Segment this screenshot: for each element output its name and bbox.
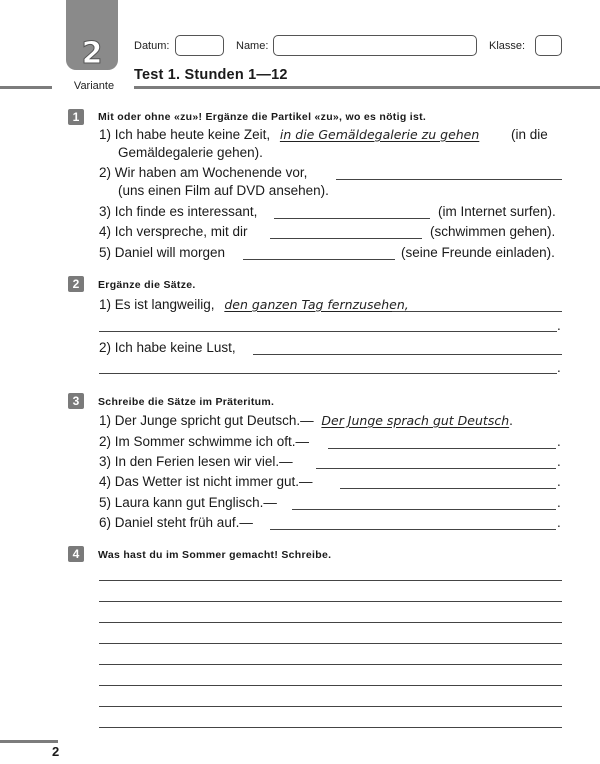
task-3-instruction: Schreibe die Sätze im Präteritum. bbox=[98, 396, 275, 408]
task-2-item-2-blank[interactable] bbox=[253, 354, 562, 355]
task-3-item-3-period: . bbox=[557, 454, 561, 469]
task-1-item-4: 4) Ich verspreche, mit dir bbox=[99, 224, 248, 239]
writing-line[interactable] bbox=[99, 643, 562, 644]
task-2-item-2-blank-2[interactable] bbox=[99, 373, 557, 374]
task-3-item-6-period: . bbox=[557, 515, 561, 530]
datum-label: Datum: bbox=[134, 40, 170, 52]
page-number: 2 bbox=[52, 744, 60, 759]
task-1-item-1: 1) Ich habe heute keine Zeit, in die Gemäldegalerie zu gehen bbox=[99, 127, 480, 142]
task-1-item-3-hint: (im Internet surfen). bbox=[438, 204, 556, 219]
task-2-item-1: 1) Es ist langweilig, den ganzen Tag fernzusehen, bbox=[99, 297, 409, 312]
task-1-instruction: Mit oder ohne «zu»! Ergänze die Partikel «zu», wo es nötig ist. bbox=[98, 111, 427, 123]
task-2-item-2: 2) Ich habe keine Lust, bbox=[99, 340, 236, 355]
task-4-instruction: Was hast du im Sommer gemacht! Schreibe. bbox=[98, 549, 332, 561]
task-3-item-1: 1) Der Junge spricht gut Deutsch.— Der Junge sprach gut Deutsch. bbox=[99, 413, 513, 428]
task-1-item-1-hint: (in die bbox=[511, 127, 548, 142]
task-3-item-4-blank[interactable] bbox=[340, 488, 556, 489]
task-2-instruction: Ergänze die Sätze. bbox=[98, 279, 196, 291]
klasse-label: Klasse: bbox=[489, 40, 526, 52]
task-1-item-1-cont: Gemäldegalerie gehen). bbox=[118, 145, 263, 160]
task-3-item-6: 6) Daniel steht früh auf.— bbox=[99, 515, 253, 530]
task-3-item-2-period: . bbox=[557, 434, 561, 449]
writing-line[interactable] bbox=[99, 664, 562, 665]
task-3-item-2-blank[interactable] bbox=[328, 448, 556, 449]
name-field[interactable] bbox=[273, 35, 477, 56]
variant-label: Variante bbox=[73, 80, 115, 92]
task-3-number: 3 bbox=[68, 393, 84, 409]
task-3-item-4: 4) Das Wetter ist nicht immer gut.— bbox=[99, 474, 313, 489]
name-label: Name: bbox=[236, 40, 269, 52]
task-2-number: 2 bbox=[68, 276, 84, 292]
task-2-item-1-blank[interactable] bbox=[392, 311, 562, 312]
writing-line[interactable] bbox=[99, 685, 562, 686]
task-1-item-5-blank[interactable] bbox=[243, 259, 395, 260]
task-1-item-2: 2) Wir haben am Wochenende vor, bbox=[99, 165, 308, 180]
task-1-item-4-hint: (schwimmen gehen). bbox=[430, 224, 556, 239]
task-1-item-2-cont: (uns einen Film auf DVD ansehen). bbox=[118, 183, 329, 198]
divider-right bbox=[134, 86, 600, 89]
divider-left bbox=[0, 86, 52, 89]
task-3-item-3-blank[interactable] bbox=[316, 468, 556, 469]
task-2-item-2-period: . bbox=[557, 360, 561, 375]
task-1-item-3: 3) Ich finde es interessant, bbox=[99, 204, 258, 219]
task-1-item-5-hint: (seine Freunde einladen). bbox=[401, 245, 555, 260]
handwritten-answer: Der Junge sprach gut Deutsch bbox=[321, 413, 510, 428]
task-3-item-5: 5) Laura kann gut Englisch.— bbox=[99, 495, 277, 510]
task-3-item-3: 3) In den Ferien lesen wir viel.— bbox=[99, 454, 293, 469]
datum-field[interactable] bbox=[175, 35, 224, 56]
task-4-number: 4 bbox=[68, 546, 84, 562]
footer-rule bbox=[0, 740, 58, 743]
writing-line[interactable] bbox=[99, 727, 562, 728]
task-1-item-2-blank[interactable] bbox=[336, 179, 562, 180]
klasse-field[interactable] bbox=[535, 35, 562, 56]
task-3-item-2: 2) Im Sommer schwimme ich oft.— bbox=[99, 434, 310, 449]
writing-line[interactable] bbox=[99, 622, 562, 623]
task-1-item-3-blank[interactable] bbox=[274, 218, 430, 219]
writing-line[interactable] bbox=[99, 706, 562, 707]
handwritten-answer: in die Gemäldegalerie zu gehen bbox=[279, 127, 480, 142]
task-1-item-4-blank[interactable] bbox=[270, 238, 422, 239]
variant-number: 2 bbox=[81, 36, 103, 71]
task-3-item-6-blank[interactable] bbox=[270, 529, 556, 530]
task-1-item-5: 5) Daniel will morgen bbox=[99, 245, 226, 260]
writing-line[interactable] bbox=[99, 580, 562, 581]
task-2-item-1-blank-2[interactable] bbox=[99, 331, 557, 332]
task-3-item-5-period: . bbox=[557, 495, 561, 510]
task-1-number: 1 bbox=[68, 109, 84, 125]
handwritten-answer: den ganzen Tag fernzusehen, bbox=[224, 297, 409, 312]
task-3-item-4-period: . bbox=[557, 474, 561, 489]
task-3-item-5-blank[interactable] bbox=[292, 509, 556, 510]
page-title: Test 1. Stunden 1—12 bbox=[134, 67, 288, 83]
writing-line[interactable] bbox=[99, 601, 562, 602]
task-2-item-1-period: . bbox=[557, 318, 561, 333]
